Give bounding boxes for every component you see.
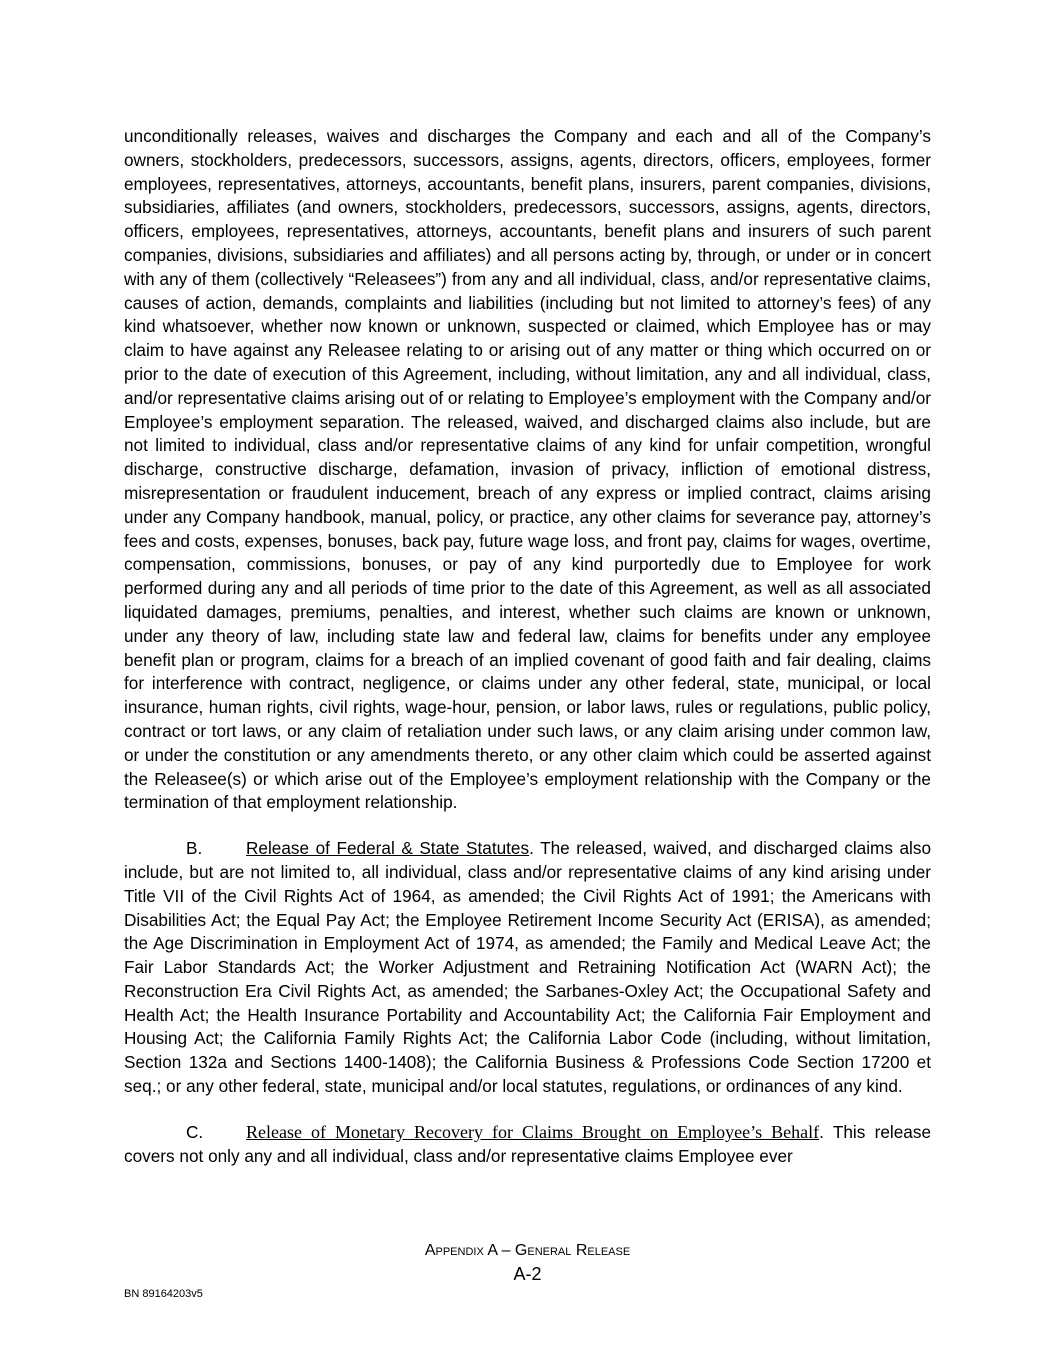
section-c-text: . This release covers not only any and all individual, class and/or representative claims Employee ever [124, 1121, 931, 1166]
footer-title: Appendix A – General Release [424, 1242, 631, 1259]
section-c-heading: Release of Monetary Recovery for Claims Brought on Employee’s Behalf [246, 1121, 820, 1142]
section-c-label: C. [186, 1121, 204, 1142]
document-id: BN 89164203v5 [124, 1288, 203, 1300]
section-b-label: B. [186, 838, 203, 859]
page-number: A-2 [513, 1264, 542, 1284]
section-b [124, 837, 931, 1099]
section-b-text: . The released, waived, and discharged claims also include, but are not limited to, all individual, class and/or representative claims of any kind arising under Title VII of the Civil Rights Act of 1964, as amended; the Civil Rights Act of 1991; the Americans with Disabilities Act; the Equal Pay Act; the Employee Retirement Income Security Act (ERISA), as amended; the Age Discrimination in Employment Act of 1974, as amended; the Family and Medical Leave Act; the Fair Labor Standards Act; the Worker Adjustment and Retraining Notification Act (WARN Act); the Reconstruction Era Civil Rights Act, as amended; the Sarbanes-Oxley Act; the Occupational Safety and Health Act; the Health Insurance Portability and Accountability Act; the California Fair Employment and Housing Act; the California Family Rights Act; the California Labor Code (including, without limitation, Section 132a and Sections 1400-1408); the California Business & Professions Code Section 17200 et seq.; or any other federal, state, municipal and/or local statutes, regulations, or ordinances of any kind. [124, 838, 932, 1097]
section-c [124, 1121, 931, 1169]
section-b-heading: Release of Federal & State Statutes [246, 838, 530, 859]
document-body [124, 125, 931, 1168]
paragraph-a: unconditionally releases, waives and discharges the Company and each and all of the Company’s owners, stockholders, predecessors, successors, assigns, agents, directors, officers, employees, former employees, representatives, attorneys, accountants, benefit plans, insurers, parent companies, divisions, subsidiaries, affiliates (and owners, stockholders, predecessors, successors, assigns, agents, directors, officers, employees, representatives, attorneys, accountants, benefit plans and insurers of such parent companies, divisions, subsidiaries and affiliates) and all persons acting by, through, or under or in concert with any of them (collectively “Releasees”) from any and all individual, class, and/or representative claims, causes of action, demands, complaints and liabilities (including but not limited to attorney’s fees) of any kind whatsoever, whether now known or unknown, suspected or claimed, which Employee has or may claim to have against any Releasee relating to or arising out of any matter or thing which occurred on or prior to the date of execution of this Agreement, including, without limitation, any and all individual, class, and/or representative claims arising out of or relating to Employee’s employment with the Company and/or Employee’s employment separation. The released, waived, and discharged claims also include, but are not limited to individual, class and/or representative claims of any kind for unfair competition, wrongful discharge, constructive discharge, defamation, invasion of privacy, infliction of emotional distress, misrepresentation or fraudulent inducement, breach of any express or implied contract, claims arising under any Company handbook, manual, policy, or practice, any other claims for severance pay, attorney’s fees and costs, expenses, bonuses, back pay, future wage loss, and front pay, claims for wages, overtime, compensation, commissions, bonuses, or pay of any kind purportedly due to Employee for work performed during any and all periods of time prior to the date of this Agreement, as well as all associated liquidated damages, premiums, penalties, and interest, whether such claims are known or unknown, under any theory of law, including state law and federal law, claims for benefits under any employee benefit plan or program, claims for a breach of an implied covenant of good faith and fair dealing, claims for interference with contract, negligence, or claims under any other federal, state, municipal, or local insurance, human rights, civil rights, wage-hour, pension, or labor laws, rules or regulations, public policy, contract or tort laws, or any claim of retaliation under such laws, or any claim arising under common law, or under the constitution or any amendments thereto, or any other claim which could be asserted against the Releasee(s) or which arise out of the Employee’s employment relationship with the Company or the termination of that employment relationship. [124, 126, 931, 813]
